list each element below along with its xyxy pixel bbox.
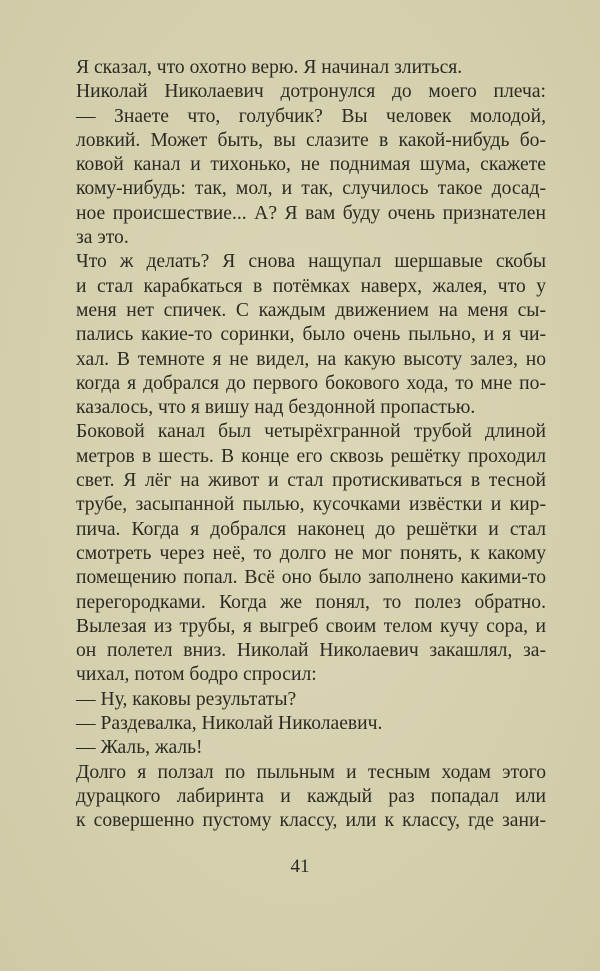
text-line: кому-нибудь: так, мол, и так, случилось такое досад- <box>76 178 546 200</box>
text-line: смотреть через неё, то долго не мог понять, к какому <box>76 542 546 564</box>
text-line: — Раздевалка, Николай Николаевич. <box>76 713 383 735</box>
text-line: Долго я ползал по пыльным и тесным ходам этого <box>76 761 546 783</box>
text-line: хал. В темноте я не видел, на какую высоту залез, но <box>76 348 546 370</box>
text-line: перегородками. Когда же понял, то полез обратно. <box>76 591 546 613</box>
text-line: дурацкого лабиринта и каждый раз попадал или <box>76 785 546 807</box>
text-line: помещению попал. Всё оно было заполнено какими-то <box>76 567 546 589</box>
text-line: за это. <box>76 227 129 249</box>
text-line: пались какие-то соринки, было очень пыльно, и я чи- <box>76 324 546 346</box>
text-line: ковой канал и тихонько, не поднимая шума, скажете <box>76 154 546 176</box>
text-line: Николай Николаевич дотронулся до моего плеча: <box>76 81 546 103</box>
text-line: пича. Когда я добрался наконец до решётки и стал <box>76 518 546 540</box>
body-text <box>76 56 546 834</box>
text-line: трубе, засыпанной пылью, кусочками извёстки и кир- <box>76 494 546 516</box>
text-line: к совершенно пустому классу, или к классу, где зани- <box>76 810 546 832</box>
text-line: Вылезая из трубы, я выгреб своим телом кучу сора, и <box>76 615 546 637</box>
text-line: меня нет спичек. С каждым движением на меня сы- <box>76 299 546 321</box>
text-line: Боковой канал был четырёхгранной трубой длиной <box>76 421 546 443</box>
text-line: свет. Я лёг на живот и стал протискиваться в тесной <box>76 470 546 492</box>
page-number: 41 <box>290 856 310 877</box>
text-line: он полетел вниз. Николай Николаевич закашлял, за- <box>76 640 546 662</box>
text-line: чихал, потом бодро спросил: <box>76 664 317 686</box>
text-line: ное происшествие... А? Я вам буду очень признателен <box>76 202 546 224</box>
text-line: казалось, что я вишу над бездонной пропастью. <box>76 397 476 419</box>
text-line: когда я добрался до первого бокового хода, то мне по- <box>76 372 546 394</box>
text-line: — Жаль, жаль! <box>76 737 203 759</box>
text-line: и стал карабкаться в потёмках наверх, жалея, что у <box>76 275 546 297</box>
text-line: ловкий. Может быть, вы слазите в какой-нибудь бо- <box>76 129 546 151</box>
text-line: метров в шесть. В конце его сквозь решётку проходил <box>76 445 546 467</box>
text-line: — Ну, каковы результаты? <box>76 688 297 710</box>
text-line: — Знаете что, голубчик? Вы человек молодой, <box>76 105 546 127</box>
text-line: Я сказал, что охотно верю. Я начинал злиться. <box>76 57 463 78</box>
text-line: Что ж делать? Я снова нащупал шершавые скобы <box>76 251 546 273</box>
